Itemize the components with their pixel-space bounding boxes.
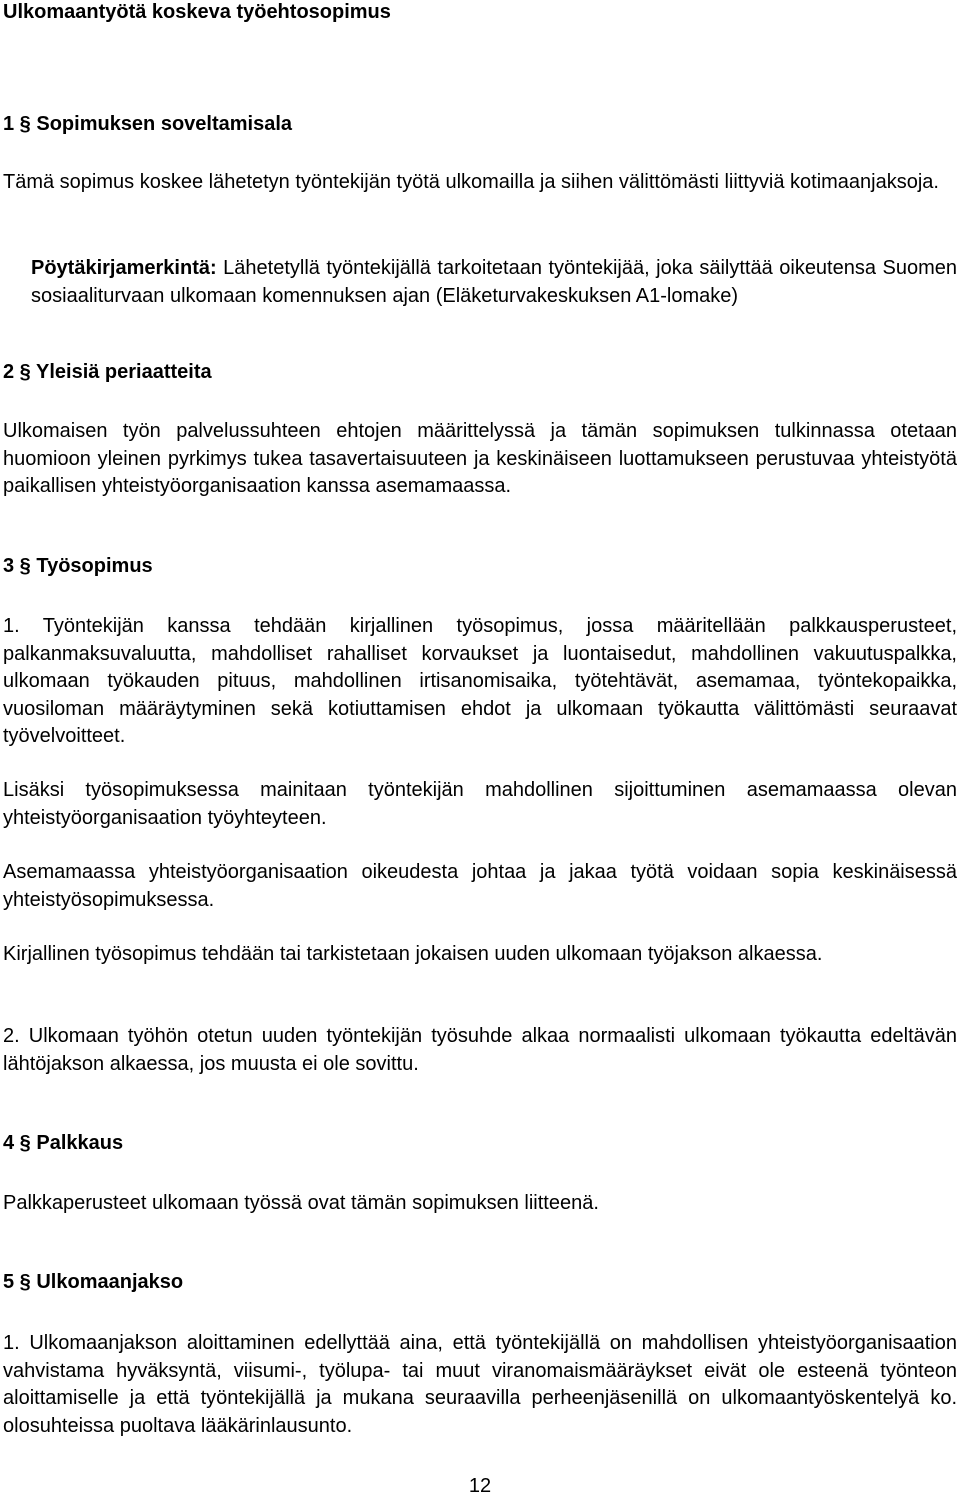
- section-3-paragraph-4: Kirjallinen työsopimus tehdään tai tarkistetaan jokaisen uuden ulkomaan työjakson alkaessa.: [3, 943, 823, 965]
- section-5-heading: 5 § Ulkomaanjakso: [3, 1271, 184, 1293]
- section-3-heading: 3 § Työsopimus: [3, 555, 153, 577]
- section-4-paragraph-1: Palkkaperusteet ulkomaan työssä ovat tämän sopimuksen liitteenä.: [3, 1192, 599, 1214]
- page-number: 12: [468, 1475, 492, 1497]
- note-text: Lähetetyllä työntekijällä tarkoitetaan työntekijää, joka säilyttää oikeutensa Suomen sosiaaliturvaan ulkomaan komennuksen ajan (Eläketurvakeskuksen A1-lomake): [31, 257, 957, 307]
- section-5-paragraph-1: 1. Ulkomaanjakson aloittaminen edellyttää aina, että työntekijällä on mahdollisen yhteistyöorganisaation vahvistama hyväksyntä, viisumi-, työlupa- tai muut viranomaismääräykset eivät ole esteenä työnteon aloittamiselle ja että työntekijällä ja mukana seuraavilla perheenjäsenillä on ulkomaantyöskentelyä ko. olosuhteissa puoltava lääkärinlausunto.: [3, 1332, 957, 1437]
- section-2-paragraph-1: Ulkomaisen työn palvelussuhteen ehtojen määrittelyssä ja tämän sopimuksen tulkinnassa otetaan huomioon yleinen pyrkimys tukea tasavertaisuuteen ja keskinäiseen luottamukseen perustuvaa yhteistyötä paikallisen yhteistyöorganisaation kanssa asemamaassa.: [3, 420, 957, 497]
- section-3-paragraph-1: 1. Työntekijän kanssa tehdään kirjallinen työsopimus, jossa määritellään palkkausperusteet, palkanmaksuvaluutta, mahdolliset rahalliset korvaukset ja luontaisedut, mahdollinen vakuutuspalkka, ulkomaan työkauden pituus, mahdollinen irtisanomisaika, työtehtävät, asemamaa, työntekopaikka, vuosiloman määräytyminen sekä kotiuttamisen ehdot ja ulkomaan työkautta välittömästi seuraavat työvelvoitteet.: [3, 615, 957, 747]
- section-3-paragraph-2: Lisäksi työsopimuksessa mainitaan työntekijän mahdollinen sijoittuminen asemamaassa olevan yhteistyöorganisaation työyhteyteen.: [3, 779, 957, 829]
- section-2-heading: 2 § Yleisiä periaatteita: [3, 361, 212, 383]
- section-1-paragraph-1: Tämä sopimus koskee lähetetyn työntekijän työtä ulkomailla ja siihen välittömästi liittyviä kotimaanjaksoja.: [3, 171, 939, 193]
- section-3-paragraph-3: Asemamaassa yhteistyöorganisaation oikeudesta johtaa ja jakaa työtä voidaan sopia keskinäisessä yhteistyösopimuksessa.: [3, 861, 957, 911]
- document-title: Ulkomaantyötä koskeva työehtosopimus: [3, 1, 391, 23]
- section-3-paragraph-5: 2. Ulkomaan työhön otetun uuden työntekijän työsuhde alkaa normaalisti ulkomaan työkautta edeltävän lähtöjakson alkaessa, jos muusta ei ole sovittu.: [3, 1025, 957, 1075]
- section-1-note: [31, 255, 957, 310]
- section-4-heading: 4 § Palkkaus: [3, 1132, 124, 1154]
- note-label: Pöytäkirjamerkintä:: [31, 257, 217, 279]
- section-1-heading: 1 § Sopimuksen soveltamisala: [3, 113, 293, 135]
